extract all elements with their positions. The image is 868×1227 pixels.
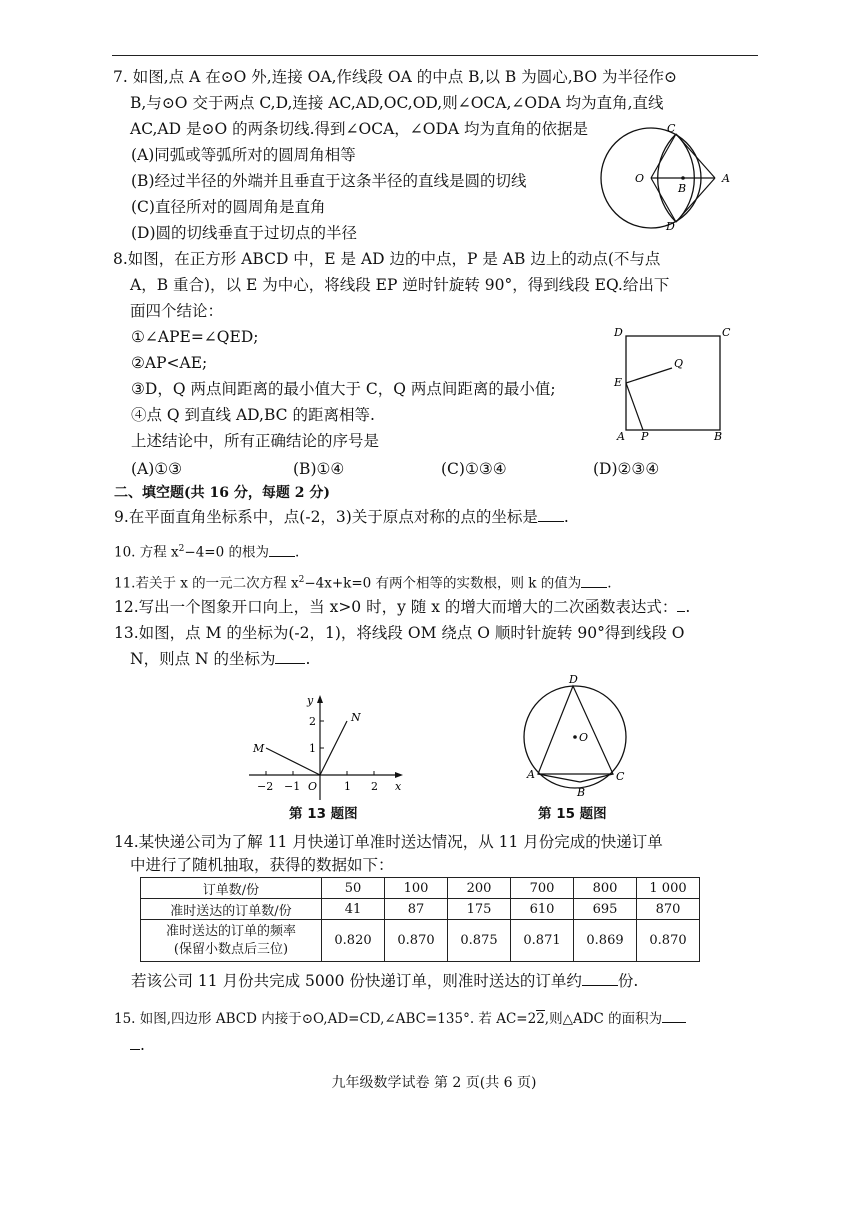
fig13-label-x: x — [395, 780, 402, 793]
q15-blank — [662, 1008, 686, 1023]
q8-conclusion-3: ③D，Q 两点间距离的最小值大于 C，Q 两点间距离的最小值; — [131, 380, 556, 398]
fig13-tick-y-1: 1 — [309, 742, 316, 755]
table-header-cell — [141, 920, 322, 962]
q8-question: 上述结论中，所有正确结论的序号是 — [131, 432, 380, 450]
q7-option-c: (C)直径所对的圆周角是直角 — [131, 198, 326, 216]
q14-line2: 中进行了随机抽取，获得的数据如下： — [130, 856, 394, 874]
q8-label-d: D — [614, 326, 623, 339]
q7-option-d: (D)圆的切线垂直于过切点的半径 — [131, 224, 358, 242]
fig15-caption: 第 15 题图 — [538, 806, 607, 822]
table-cell: 0.871 — [511, 920, 574, 962]
q14-line1: 14.某快递公司为了解 11 月快递订单准时送达情况，从 11 月份完成的快递订单 — [114, 833, 663, 851]
q8-option-b: (B)①④ — [293, 460, 345, 478]
q14-blank — [582, 971, 618, 986]
q10-blank — [269, 542, 295, 557]
q7-label-d: D — [666, 220, 675, 232]
q12-blank — [677, 597, 685, 612]
q7-option-a: (A)同弧或等弧所对的圆周角相等 — [131, 146, 356, 164]
fig13-tick-x-neg1: −1 — [284, 780, 301, 793]
table-row — [141, 899, 700, 920]
q7-label-c: C — [667, 122, 676, 135]
q7-line2: B,与⊙O 交于两点 C,D,连接 AC,AD,OC,OD,则∠OCA,∠ODA 均为直角,直线 — [130, 94, 664, 112]
table-header-cell: 订单数/份 — [141, 878, 322, 899]
table-cell: 50 — [322, 878, 385, 899]
table-cell: 700 — [511, 878, 574, 899]
q8-label-p: P — [641, 430, 649, 443]
row3-header-line2: (保留小数点后三位) — [173, 941, 289, 957]
fig15-label-a: A — [527, 768, 535, 781]
q7-label-b: B — [678, 182, 687, 195]
fig13-coordinate-plane — [245, 690, 415, 802]
page-footer: 九年级数学试卷 第 2 页(共 6 页) — [331, 1075, 537, 1091]
q11-blank — [581, 573, 607, 588]
table-cell: 0.870 — [637, 920, 700, 962]
table-cell: 1 000 — [637, 878, 700, 899]
q8-label-a: A — [617, 430, 625, 443]
q13-line2-text: N，则点 N 的坐标为 — [130, 650, 276, 668]
q8-figure — [608, 322, 738, 446]
q9: 9.在平面直角坐标系中，点(-2，3)关于原点对称的点的坐标是 . — [114, 508, 569, 526]
q7-line1: 7. 如图,点 A 在⊙O 外,连接 OA,作线段 OA 的中点 B,以 B 为圆心,BO 为半径作⊙ — [113, 68, 677, 86]
q15-prefix: 15. 如图,四边形 ABCD 内接于⊙O,AD=CD,∠ABC=135°. 若 AC=2 — [114, 1011, 537, 1027]
q8-line1: 8.如图，在正方形 ABCD 中，E 是 AD 边的中点，P 是 AB 边上的动点(不与点 — [113, 250, 661, 268]
q8-option-c: (C)①③④ — [441, 460, 507, 478]
fig13-caption: 第 13 题图 — [289, 806, 358, 822]
q14-after-suffix: 份. — [617, 972, 639, 990]
q14-after-prefix: 若该公司 11 月份共完成 5000 份快递订单，则准时送达的订单约 — [131, 972, 582, 990]
q14-data-table — [140, 877, 700, 962]
fig15-label-c: C — [616, 770, 625, 783]
q8-option-d: (D)②③④ — [593, 460, 660, 478]
q15-blank-continued: . — [130, 1034, 145, 1056]
row3-header-line1: 准时送达的订单的频率 — [165, 923, 296, 939]
header-rule — [112, 55, 758, 56]
fig13-tick-x-2: 2 — [371, 780, 378, 793]
fig13-tick-x-1: 1 — [344, 780, 351, 793]
fig15-circle-figure — [518, 670, 648, 802]
table-cell: 41 — [322, 899, 385, 920]
fig13-label-m: M — [253, 742, 265, 755]
q10-sup: 2 — [178, 544, 185, 554]
q8-conclusion-4: ④点 Q 到直线 AD,BC 的距离相等. — [131, 406, 375, 424]
table-cell: 100 — [385, 878, 448, 899]
q7-label-o: O — [635, 172, 645, 185]
q7-figure — [594, 120, 764, 232]
table-row — [141, 878, 700, 899]
table-cell: 87 — [385, 899, 448, 920]
q8-line2: A，B 重合)，以 E 为中心，将线段 EP 逆时针旋转 90°，得到线段 EQ.给出下 — [130, 276, 670, 294]
q15 — [114, 1008, 686, 1030]
fig15-label-d: D — [569, 673, 578, 686]
q11-sup: 2 — [298, 575, 305, 585]
q13-blank — [275, 649, 305, 664]
section-2-heading: 二、填空题(共 16 分，每题 2 分) — [114, 485, 330, 501]
q8-label-e: E — [614, 376, 623, 389]
fig15-label-o: O — [579, 731, 589, 744]
q14-after — [131, 970, 638, 992]
fig15-label-b: B — [577, 786, 586, 799]
q7-label-a: A — [722, 172, 730, 185]
q10-prefix: 10. 方程 x — [114, 544, 179, 561]
q8-conclusion-1: ①∠APE=∠QED; — [131, 328, 259, 346]
q8-label-q: Q — [674, 357, 684, 370]
q11-prefix: 11.若关于 x 的一元二次方程 x — [114, 575, 299, 592]
fig13-tick-y-2: 2 — [309, 715, 316, 728]
q15-suffix: ,则△ADC 的面积为 — [544, 1011, 663, 1027]
q11: 11.若关于 x 的一元二次方程 $x^2-4x+k=0$ 有两个相等的实数根，则 k 的值为 . — [114, 569, 612, 595]
fig13-tick-x-neg2: −2 — [257, 780, 274, 793]
q12: 12.写出一个图象开口向上，当 x>0 时，y 随 x 的增大而增大的二次函数表达式： . — [114, 598, 691, 616]
table-cell: 200 — [448, 878, 511, 899]
q15-radical: 2 — [536, 1011, 545, 1027]
q8-label-b: B — [714, 430, 723, 443]
q13-line1: 13.如图，点 M 的坐标为(-2，1)，将线段 OM 绕点 O 顺时针旋转 90°得到线段 O — [114, 624, 685, 642]
fig13-label-o: O — [308, 780, 318, 793]
q8-option-a: (A)①③ — [131, 460, 183, 478]
q11-suffix: −4x+k=0 有两个相等的实数根，则 k 的值为 — [304, 575, 582, 592]
fig13-label-y: y — [307, 694, 314, 707]
table-cell: 695 — [574, 899, 637, 920]
table-cell: 800 — [574, 878, 637, 899]
q10: 10. 方程 $x^2-4=0$ 的根为 . — [114, 538, 299, 564]
q9-blank — [538, 507, 564, 522]
q8-conclusion-2: ②AP<AE; — [131, 354, 208, 372]
table-cell: 0.875 — [448, 920, 511, 962]
q15-blank-tail — [130, 1035, 140, 1050]
q7-line3: AC,AD 是⊙O 的两条切线.得到∠OCA，∠ODA 均为直角的依据是 — [130, 120, 589, 138]
table-cell: 610 — [511, 899, 574, 920]
table-row — [141, 920, 700, 962]
table-cell: 870 — [637, 899, 700, 920]
table-cell: 0.869 — [574, 920, 637, 962]
q8-label-c: C — [722, 326, 731, 339]
table-cell: 0.870 — [385, 920, 448, 962]
table-header-cell: 准时送达的订单数/份 — [141, 899, 322, 920]
fig13-label-n: N — [351, 711, 361, 724]
q12-text: 12.写出一个图象开口向上，当 x>0 时，y 随 x 的增大而增大的二次函数表达式： — [114, 598, 678, 616]
q9-text: 9.在平面直角坐标系中，点(-2，3)关于原点对称的点的坐标是 — [114, 508, 538, 526]
q8-line3: 面四个结论： — [130, 302, 224, 320]
table-cell: 0.820 — [322, 920, 385, 962]
table-cell: 175 — [448, 899, 511, 920]
q13-line2: N，则点 N 的坐标为 . — [130, 650, 311, 668]
q7-option-b: (B)经过半径的外端并且垂直于这条半径的直线是圆的切线 — [131, 172, 527, 190]
q10-suffix: −4=0 的根为 — [184, 544, 269, 561]
